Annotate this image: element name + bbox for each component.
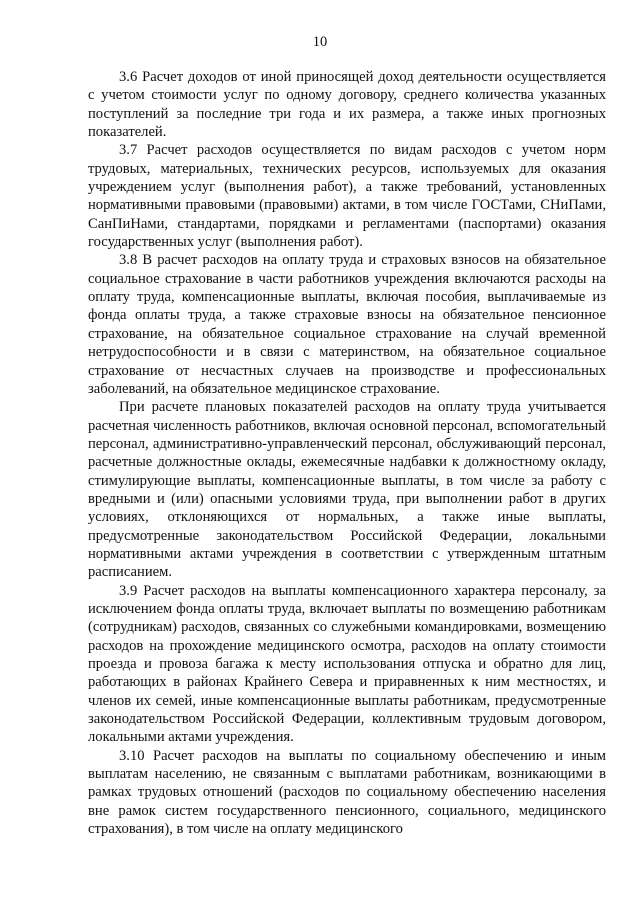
paragraph-3-7: 3.7 Расчет расходов осуществляется по видам расходов с учетом норм трудовых, материальных, технических ресурсов, используемых для оказания учреждением услуг (выполнения работ), а также требований, установленных нормативными правовыми (правовыми) актами, в том числе ГОСТами, СНиПами, СанПиНами, стандартами, порядками и регламентами (паспортами) оказания государственных услуг (выполнения работ).	[88, 142, 606, 251]
paragraph-3-8: 3.8 В расчет расходов на оплату труда и страховых взносов на обязательное социальное страхование в части работников учреждения включаются расходы на оплату труда, компенсационные выплаты, включая пособия, выплачиваемые из фонда оплаты труда, а также страховые взносы на обязательное пенсионное страхование, на обязательное социальное страхование на случай временной нетрудоспособности и в связи с материнством, на обязательное социальное страхование от несчастных случаев на производстве и профессиональных заболеваний, на обязательное медицинское страхование.	[88, 252, 606, 397]
paragraph-payroll-planning: При расчете плановых показателей расходов на оплату труда учитывается расчетная численность работников, включая основной персонал, вспомогательный персонал, административно-управленческий персонал, обслуживающий персонал, расчетные должностные оклады, ежемесячные надбавки к должностному окладу, стимулирующие выплаты, компенсационные выплаты, в том числе за работу с вредными и (или) опасными условиями труда, при выполнении работ в других условиях, отклоняющихся от нормальных, а также иные выплаты, предусмотренные законодательством Российской Федерации, локальными нормативными актами учреждения в соответствии с утвержденным штатным расписанием.	[88, 399, 606, 581]
page-number: 10	[312, 34, 328, 50]
paragraph-3-10: 3.10 Расчет расходов на выплаты по социальному обеспечению и иным выплатам населению, не связанным с выплатами работникам, возникающими в рамках трудовых отношений (расходов по социальному обеспечению населения вне рамок систем государственного пенсионного, социального, медицинского страхования), в том числе на оплату медицинского	[88, 747, 606, 838]
paragraph-3-6: 3.6 Расчет доходов от иной приносящей доход деятельности осуществляется с учетом стоимости услуг по одному договору, среднего количества указанных поступлений за последние три года и их размера, а также иных прогнозных показателей.	[88, 69, 606, 141]
paragraph-3-9: 3.9 Расчет расходов на выплаты компенсационного характера персоналу, за исключением фонда оплаты труда, включает выплаты по возмещению работникам (сотрудникам) расходов, связанных со служебными командировками, возмещению расходов на прохождение медицинского осмотра, расходов на оплату стоимости проезда и провоза багажа к месту использования отпуска и обратно для лиц, работающих в районах Крайнего Севера и приравненных к ним местностях, и членов их семей, иные компенсационные выплаты работникам, предусмотренные законодательством Российской Федерации, коллективным трудовым договором, локальными актами учреждения.	[88, 582, 606, 746]
document-body	[88, 68, 606, 838]
